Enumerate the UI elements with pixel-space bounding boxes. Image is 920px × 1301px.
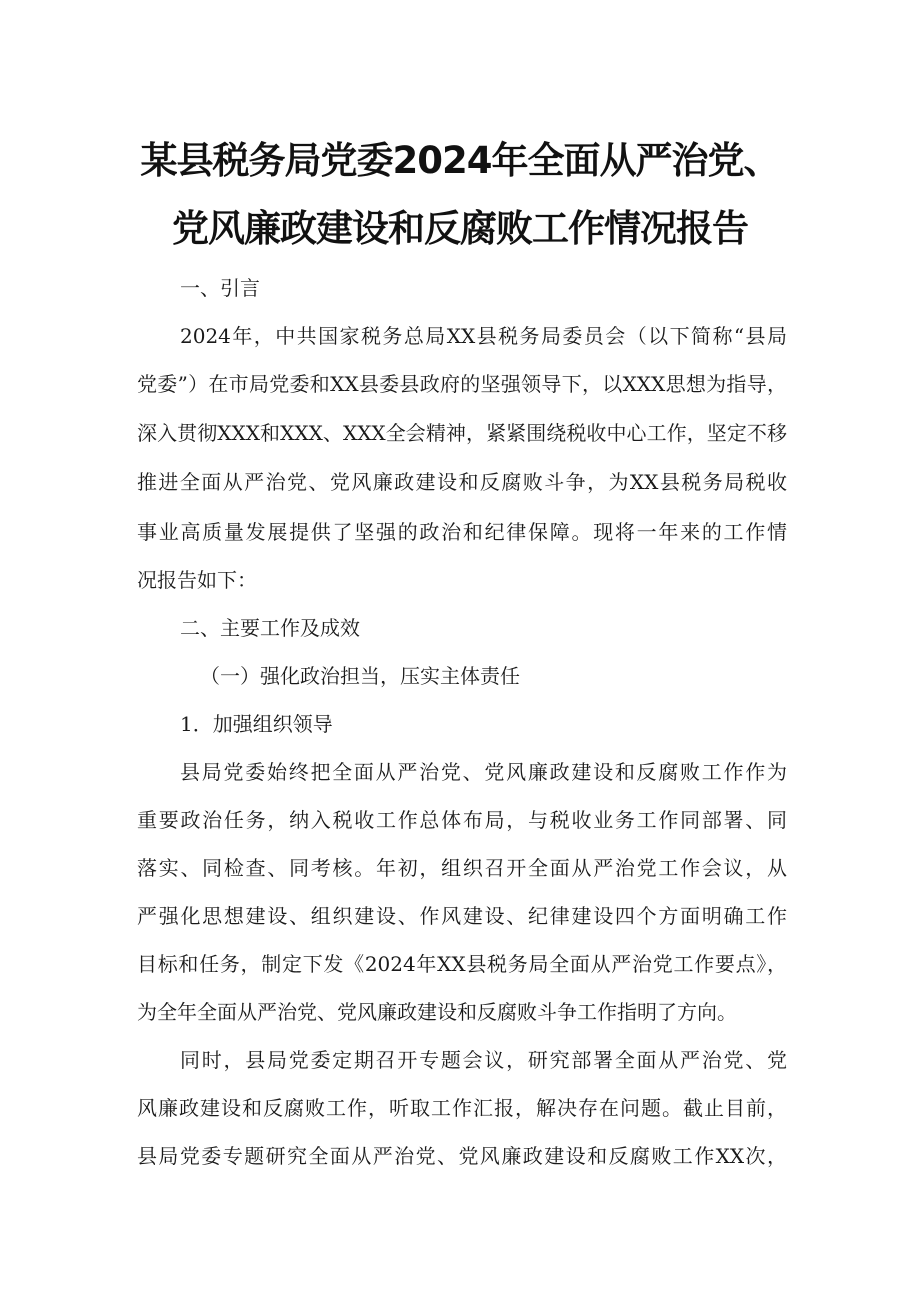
para1-line-4: 推进全面从严治党、党风廉政建设和反腐败斗争，为XX县税务局税收 <box>137 470 787 494</box>
section-heading-main-work: 二、主要工作及成效 <box>180 616 360 640</box>
para2-line-3: 落实、同检查、同考核。年初，组织召开全面从严治党工作会议，从 <box>137 856 787 880</box>
para1-line-6: 况报告如下： <box>137 568 257 592</box>
para3-line-1: 同时，县局党委定期召开专题会议，研究部署全面从严治党、党 <box>180 1048 787 1072</box>
para3-line-3: 县局党委专题研究全面从严治党、党风廉政建设和反腐败工作XX次， <box>137 1144 787 1168</box>
para1-line-2: 党委”）在市局党委和XX县委县政府的坚强领导下，以XXX思想为指导， <box>137 372 787 396</box>
title-line-2: 党风廉政建设和反腐败工作情况报告 <box>172 207 748 250</box>
para2-line-4: 严强化思想建设、组织建设、作风建设、纪律建设四个方面明确工作 <box>137 904 787 928</box>
para1-line-5: 事业高质量发展提供了坚强的政治和纪律保障。现将一年来的工作情 <box>137 520 787 544</box>
para3-line-2: 风廉政建设和反腐败工作，听取工作汇报，解决存在问题。截止目前， <box>137 1096 787 1120</box>
section-heading-intro: 一、引言 <box>180 276 260 300</box>
para2-line-6: 为全年全面从严治党、党风廉政建设和反腐败斗争工作指明了方向。 <box>137 1000 737 1024</box>
para1-line-3: 深入贯彻XXX和XXX、XXX全会精神，紧紧围绕税收中心工作，坚定不移 <box>137 421 787 445</box>
subsection-heading-1: （一）强化政治担当，压实主体责任 <box>200 664 520 688</box>
para2-line-2: 重要政治任务，纳入税收工作总体布局，与税收业务工作同部署、同 <box>137 808 787 832</box>
para2-line-5: 目标和任务，制定下发《2024年XX县税务局全面从严治党工作要点》， <box>137 952 787 976</box>
para1-line-1: 2024年，中共国家税务总局XX县税务局委员会（以下简称“县局 <box>180 324 787 348</box>
title-line-1: 某县税务局党委2024年全面从严治党、 <box>140 139 780 182</box>
item-heading-1: 1．加强组织领导 <box>180 712 333 736</box>
para2-line-1: 县局党委始终把全面从严治党、党风廉政建设和反腐败工作作为 <box>180 760 787 784</box>
